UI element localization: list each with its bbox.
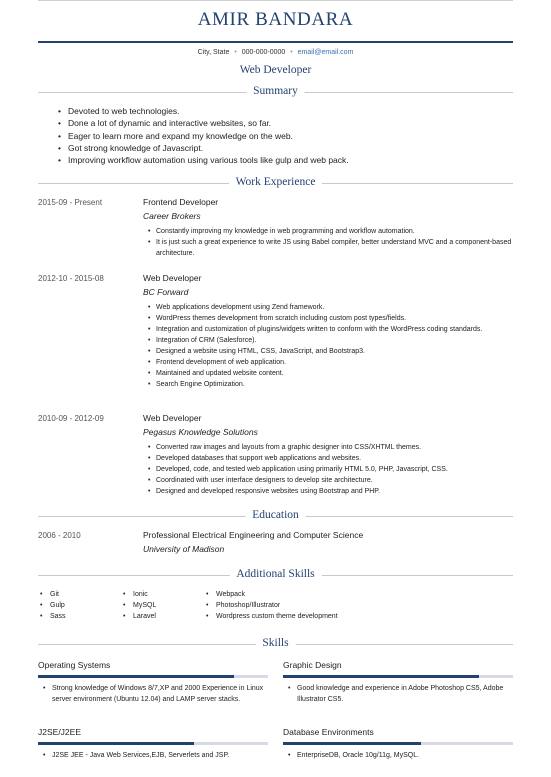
skill-card bbox=[283, 727, 513, 762]
work-dates: 2010-09 - 2012-09 bbox=[38, 414, 104, 423]
section-title: Work Experience bbox=[229, 176, 323, 188]
skill-item: • Git bbox=[40, 589, 66, 600]
work-employer: BC Forward bbox=[143, 287, 189, 297]
education-degree: Professional Electrical Engineering and Computer Science bbox=[143, 530, 364, 540]
section-title: Additional Skills bbox=[229, 568, 321, 580]
work-bullet: • Integration of CRM (Salesforce). bbox=[148, 335, 513, 346]
contact-separator: • bbox=[290, 49, 293, 56]
work-employer: Career Brokers bbox=[143, 211, 201, 221]
work-dates: 2015-09 - Present bbox=[38, 198, 103, 207]
contact-separator: • bbox=[234, 49, 237, 56]
skill-item: • MySQL bbox=[123, 600, 156, 611]
work-bullet: • Maintained and updated website content. bbox=[148, 368, 513, 379]
skill-card-item: • Good knowledge and experience in Adobe Photoshop CS5, Adobe Illustrator CS5. bbox=[288, 684, 513, 705]
skill-level-bar bbox=[38, 675, 268, 678]
skill-item: • Sass bbox=[40, 611, 66, 622]
skill-card-item: • Strong knowledge of Windows 8/7,XP and 2000 Experience in Linux server environment (Ubuntu 12.04) and LAMP server stacks. bbox=[43, 684, 268, 705]
skill-card-title: Operating Systems bbox=[38, 660, 111, 670]
phone: 000-000-0000 bbox=[241, 49, 286, 56]
skill-card-list bbox=[283, 684, 513, 705]
work-bullet: • Search Engine Optimization. bbox=[148, 379, 513, 390]
section-title: Summary bbox=[246, 85, 305, 97]
city-state: City, State bbox=[197, 49, 230, 56]
skills-section-header bbox=[38, 637, 513, 651]
summary-item: • Eager to learn more and expand my knowledge on the web. bbox=[58, 130, 518, 142]
summary-list bbox=[58, 105, 518, 166]
skill-card bbox=[283, 660, 513, 705]
work-bullet: • Converted raw images and layouts from a graphic designer into CSS/XHTML themes. bbox=[148, 442, 513, 453]
education-section-header bbox=[38, 509, 513, 523]
skill-level-fill bbox=[283, 675, 479, 678]
skill-card-list bbox=[38, 751, 268, 762]
work-bullet: • Designed a website using HTML, CSS, JavaScript, and Bootstrap3. bbox=[148, 346, 513, 357]
work-bullets bbox=[148, 442, 513, 497]
education-dates: 2006 - 2010 bbox=[38, 531, 81, 540]
section-title: Education bbox=[245, 509, 306, 521]
contact-line bbox=[0, 49, 551, 56]
skill-card bbox=[38, 660, 268, 705]
skill-item: • Wordpress custom theme development bbox=[206, 611, 338, 622]
work-bullet: • Developed, code, and tested web application using primarily HTML 5.0, PHP, Javascript, CSS. bbox=[148, 464, 513, 475]
skill-item: • Ionic bbox=[123, 589, 156, 600]
skill-level-fill bbox=[283, 742, 421, 745]
skill-level-bar bbox=[38, 742, 268, 745]
skills-column bbox=[206, 589, 338, 622]
skills-column bbox=[123, 589, 156, 622]
work-bullets bbox=[148, 302, 513, 390]
summary-section-header bbox=[38, 85, 513, 99]
skill-card-title: Graphic Design bbox=[283, 660, 342, 670]
top-divider bbox=[38, 0, 513, 1]
work-bullet: • Constantly improving my knowledge in web programming and workflow automation. bbox=[148, 226, 513, 237]
work-bullet: • Coordinated with user interface designers to develop site architecture. bbox=[148, 475, 513, 486]
skill-card-title: J2SE/J2EE bbox=[38, 727, 81, 737]
job-title: Web Developer bbox=[239, 64, 312, 76]
work-bullet: • Frontend development of web application. bbox=[148, 357, 513, 368]
candidate-name: AMIR BANDARA bbox=[197, 9, 354, 30]
skill-level-bar bbox=[283, 675, 513, 678]
summary-item: • Got strong knowledge of Javascript. bbox=[58, 142, 518, 154]
skill-item: • Webpack bbox=[206, 589, 338, 600]
skill-card-item: • EnterpriseDB, Oracle 10g/11g, MySQL. bbox=[288, 751, 513, 762]
work-dates: 2012-10 - 2015-08 bbox=[38, 274, 104, 283]
work-bullets bbox=[148, 226, 513, 259]
skill-card bbox=[38, 727, 268, 762]
section-title: Skills bbox=[255, 637, 295, 649]
summary-item: • Done a lot of dynamic and interactive websites, so far. bbox=[58, 117, 518, 129]
skill-item: • Laravel bbox=[123, 611, 156, 622]
work-role: Frontend Developer bbox=[143, 197, 219, 207]
work-bullet: • Web applications development using Zend framework. bbox=[148, 302, 513, 313]
work-section-header bbox=[38, 176, 513, 190]
name-rule bbox=[38, 41, 513, 43]
work-bullet: • Designed and developed responsive websites using Bootstrap and PHP. bbox=[148, 486, 513, 497]
work-bullet: • WordPress themes development from scratch including custom post types/fields. bbox=[148, 313, 513, 324]
skill-item: • Gulp bbox=[40, 600, 66, 611]
skill-card-list bbox=[283, 751, 513, 762]
skill-card-title: Database Environments bbox=[283, 727, 374, 737]
skill-card-item: • J2SE JEE - Java Web Services,EJB, Serverlets and JSP. bbox=[43, 751, 268, 762]
additional-skills-section-header bbox=[38, 568, 513, 582]
work-bullet: • It is just such a great experience to write JS using Babel compiler, better understand MVC and a component-based architecture. bbox=[148, 237, 513, 259]
skill-level-bar bbox=[283, 742, 513, 745]
work-bullet: • Developed databases that support web applications and websites. bbox=[148, 453, 513, 464]
email-link[interactable]: email@email.com bbox=[297, 49, 354, 56]
skill-level-fill bbox=[38, 742, 194, 745]
skills-column bbox=[40, 589, 66, 622]
work-bullet: • Integration and customization of plugins/widgets written to conform with the WordPress coding standards. bbox=[148, 324, 513, 335]
skill-level-fill bbox=[38, 675, 234, 678]
summary-item: • Devoted to web technologies. bbox=[58, 105, 518, 117]
skill-card-list bbox=[38, 684, 268, 705]
education-school: University of Madison bbox=[143, 544, 225, 554]
work-role: Web Developer bbox=[143, 413, 202, 423]
work-employer: Pegasus Knowledge Solutions bbox=[143, 427, 258, 437]
summary-item: • Improving workflow automation using various tools like gulp and web pack. bbox=[58, 154, 518, 166]
work-role: Web Developer bbox=[143, 273, 202, 283]
skill-item: • Photoshop/Illustrator bbox=[206, 600, 338, 611]
